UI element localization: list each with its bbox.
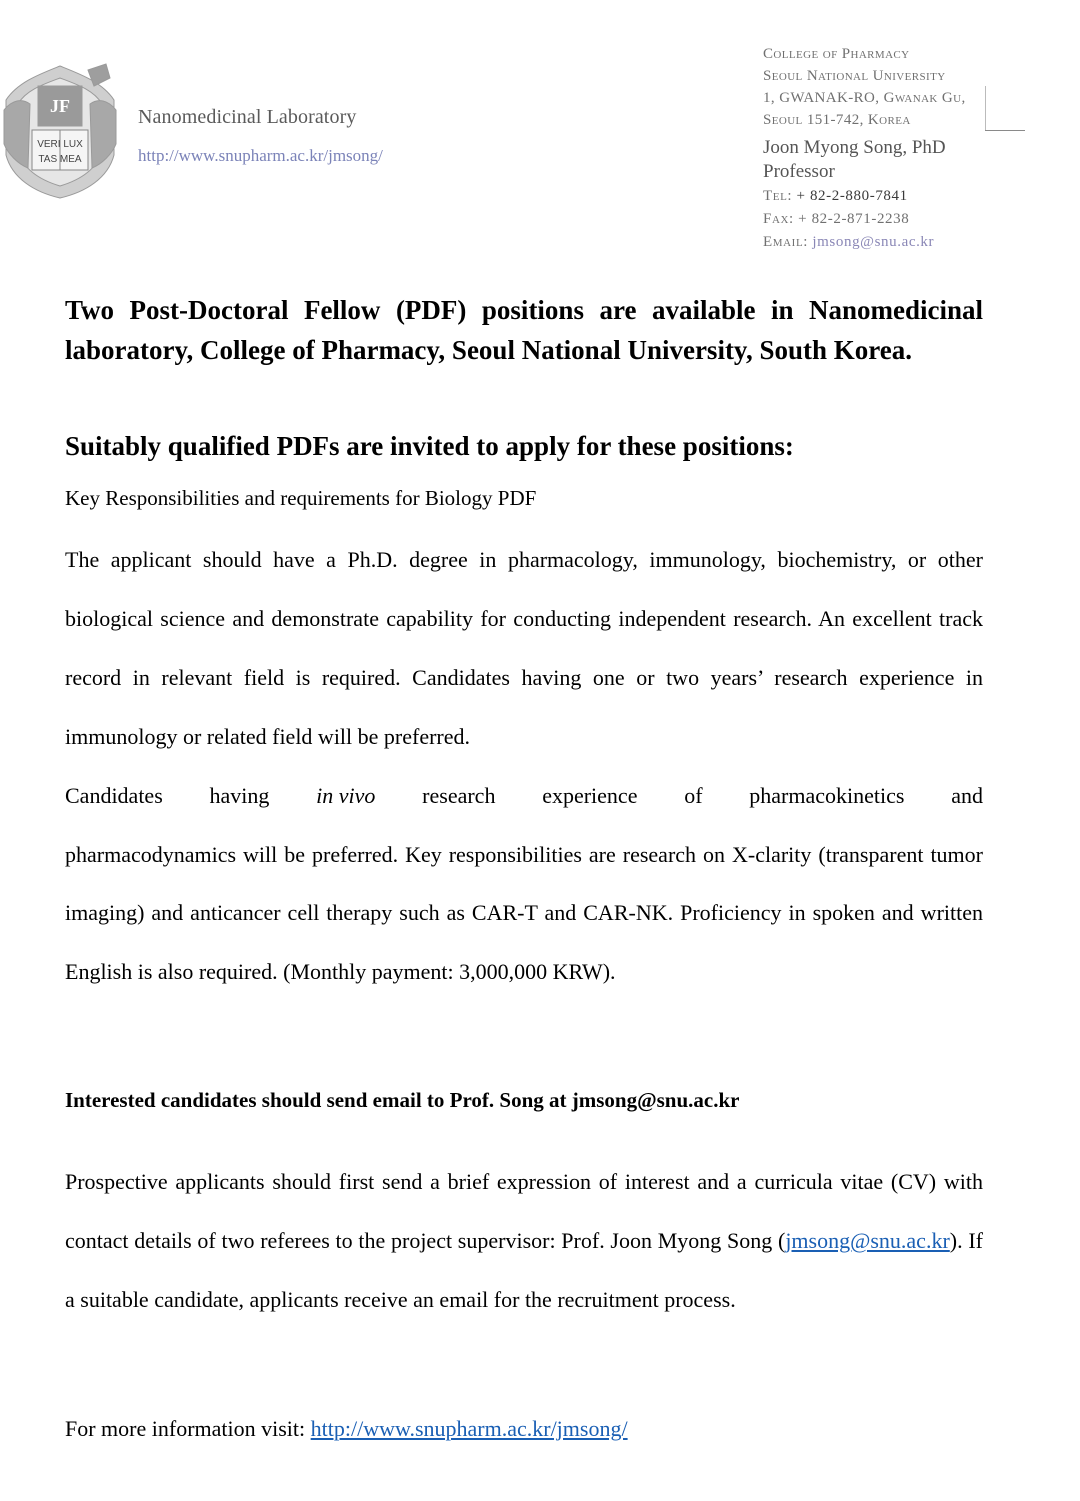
address-line-4: Seoul 151-742, Korea [763, 112, 911, 128]
word-italic: in vivo [316, 782, 376, 808]
contact-tel [763, 188, 908, 205]
fax-label: Fax: [763, 211, 799, 227]
word: pharmacokinetics [749, 782, 905, 808]
contact-fax [763, 211, 909, 228]
application-text-before: Prospective applicants should first send a brief expression of interest and a curricula vitae (CV) with contact details of two referees to the project supervisor: Prof. Joon Myong Song ( [65, 1169, 983, 1253]
word: of [684, 782, 703, 808]
requirements-lead: The applicant should have a Ph.D. degree in pharmacology, immunology, biochemistry, or other biological science and demonstrate capability for conducting independent research. An excellent track record in relevant field is required. Candidates having one or two years’ research experience in immunology or related field will be preferred. [65, 547, 983, 749]
supervisor-email-link[interactable]: jmsong@snu.ac.kr [785, 1228, 950, 1253]
seal-motto-line-1: VERI LUX [37, 139, 83, 150]
subheading: Suitably qualified PDFs are invited to apply for these positions: [65, 431, 794, 461]
email-value[interactable]: jmsong@snu.ac.kr [812, 234, 935, 250]
headline: Two Post-Doctoral Fellow (PDF) positions are available in Nanomedicinal laboratory, College of Pharmacy, Seoul National University, South Korea. [65, 295, 983, 365]
tel-label: Tel: [763, 188, 797, 204]
word: research [422, 782, 496, 808]
word: having [209, 782, 270, 808]
tel-value: + 82-2-880-7841 [796, 188, 908, 204]
word: and [951, 782, 983, 808]
application-text-after: ). If a suitable candidate, applicants receive an email for the recruitment process. [65, 1228, 983, 1312]
svg-text:JF: JF [50, 96, 70, 116]
contact-name: Joon Myong Song, PhD [763, 137, 946, 158]
university-seal-icon [0, 60, 120, 200]
requirements-paragraph [65, 531, 983, 1002]
application-paragraph [65, 1152, 983, 1329]
contact-email [763, 234, 934, 251]
more-info-url-link[interactable]: http://www.snupharm.ac.kr/jmsong/ [310, 1416, 628, 1441]
candidates-line [65, 767, 983, 826]
word: Candidates [65, 782, 163, 808]
lab-url-link[interactable]: http://www.snupharm.ac.kr/jmsong/ [138, 146, 383, 165]
more-info-line [65, 1416, 983, 1442]
fax-value: + 82-2-871-2238 [798, 211, 910, 227]
word: experience [542, 782, 638, 808]
more-info-label: For more information visit: [65, 1416, 311, 1441]
address-divider [985, 130, 1025, 131]
contact-title: Professor [763, 161, 835, 182]
address-line-1: College of Pharmacy [763, 46, 910, 62]
email-label: Email: [763, 234, 813, 250]
address-divider-vertical [985, 86, 986, 130]
address-line-2: Seoul National University [763, 68, 946, 84]
requirements-tail: pharmacodynamics will be preferred. Key responsibilities are research on X-clarity (transparent tumor imaging) and anticancer cell therapy such as CAR-T and CAR-NK. Proficiency in spoken and written English is also required. (Monthly payment: 3,000,000 KRW). [65, 841, 983, 985]
key-responsibilities-heading: Key Responsibilities and requirements for Biology PDF [65, 486, 537, 510]
seal-motto-line-2: TAS MEA [38, 154, 82, 165]
interested-candidates-line: Interested candidates should send email to Prof. Song at jmsong@snu.ac.kr [65, 1088, 740, 1112]
lab-name: Nanomedicinal Laboratory [138, 106, 357, 128]
address-line-3: 1, GWANAK-RO, Gwanak Gu, [763, 90, 966, 106]
